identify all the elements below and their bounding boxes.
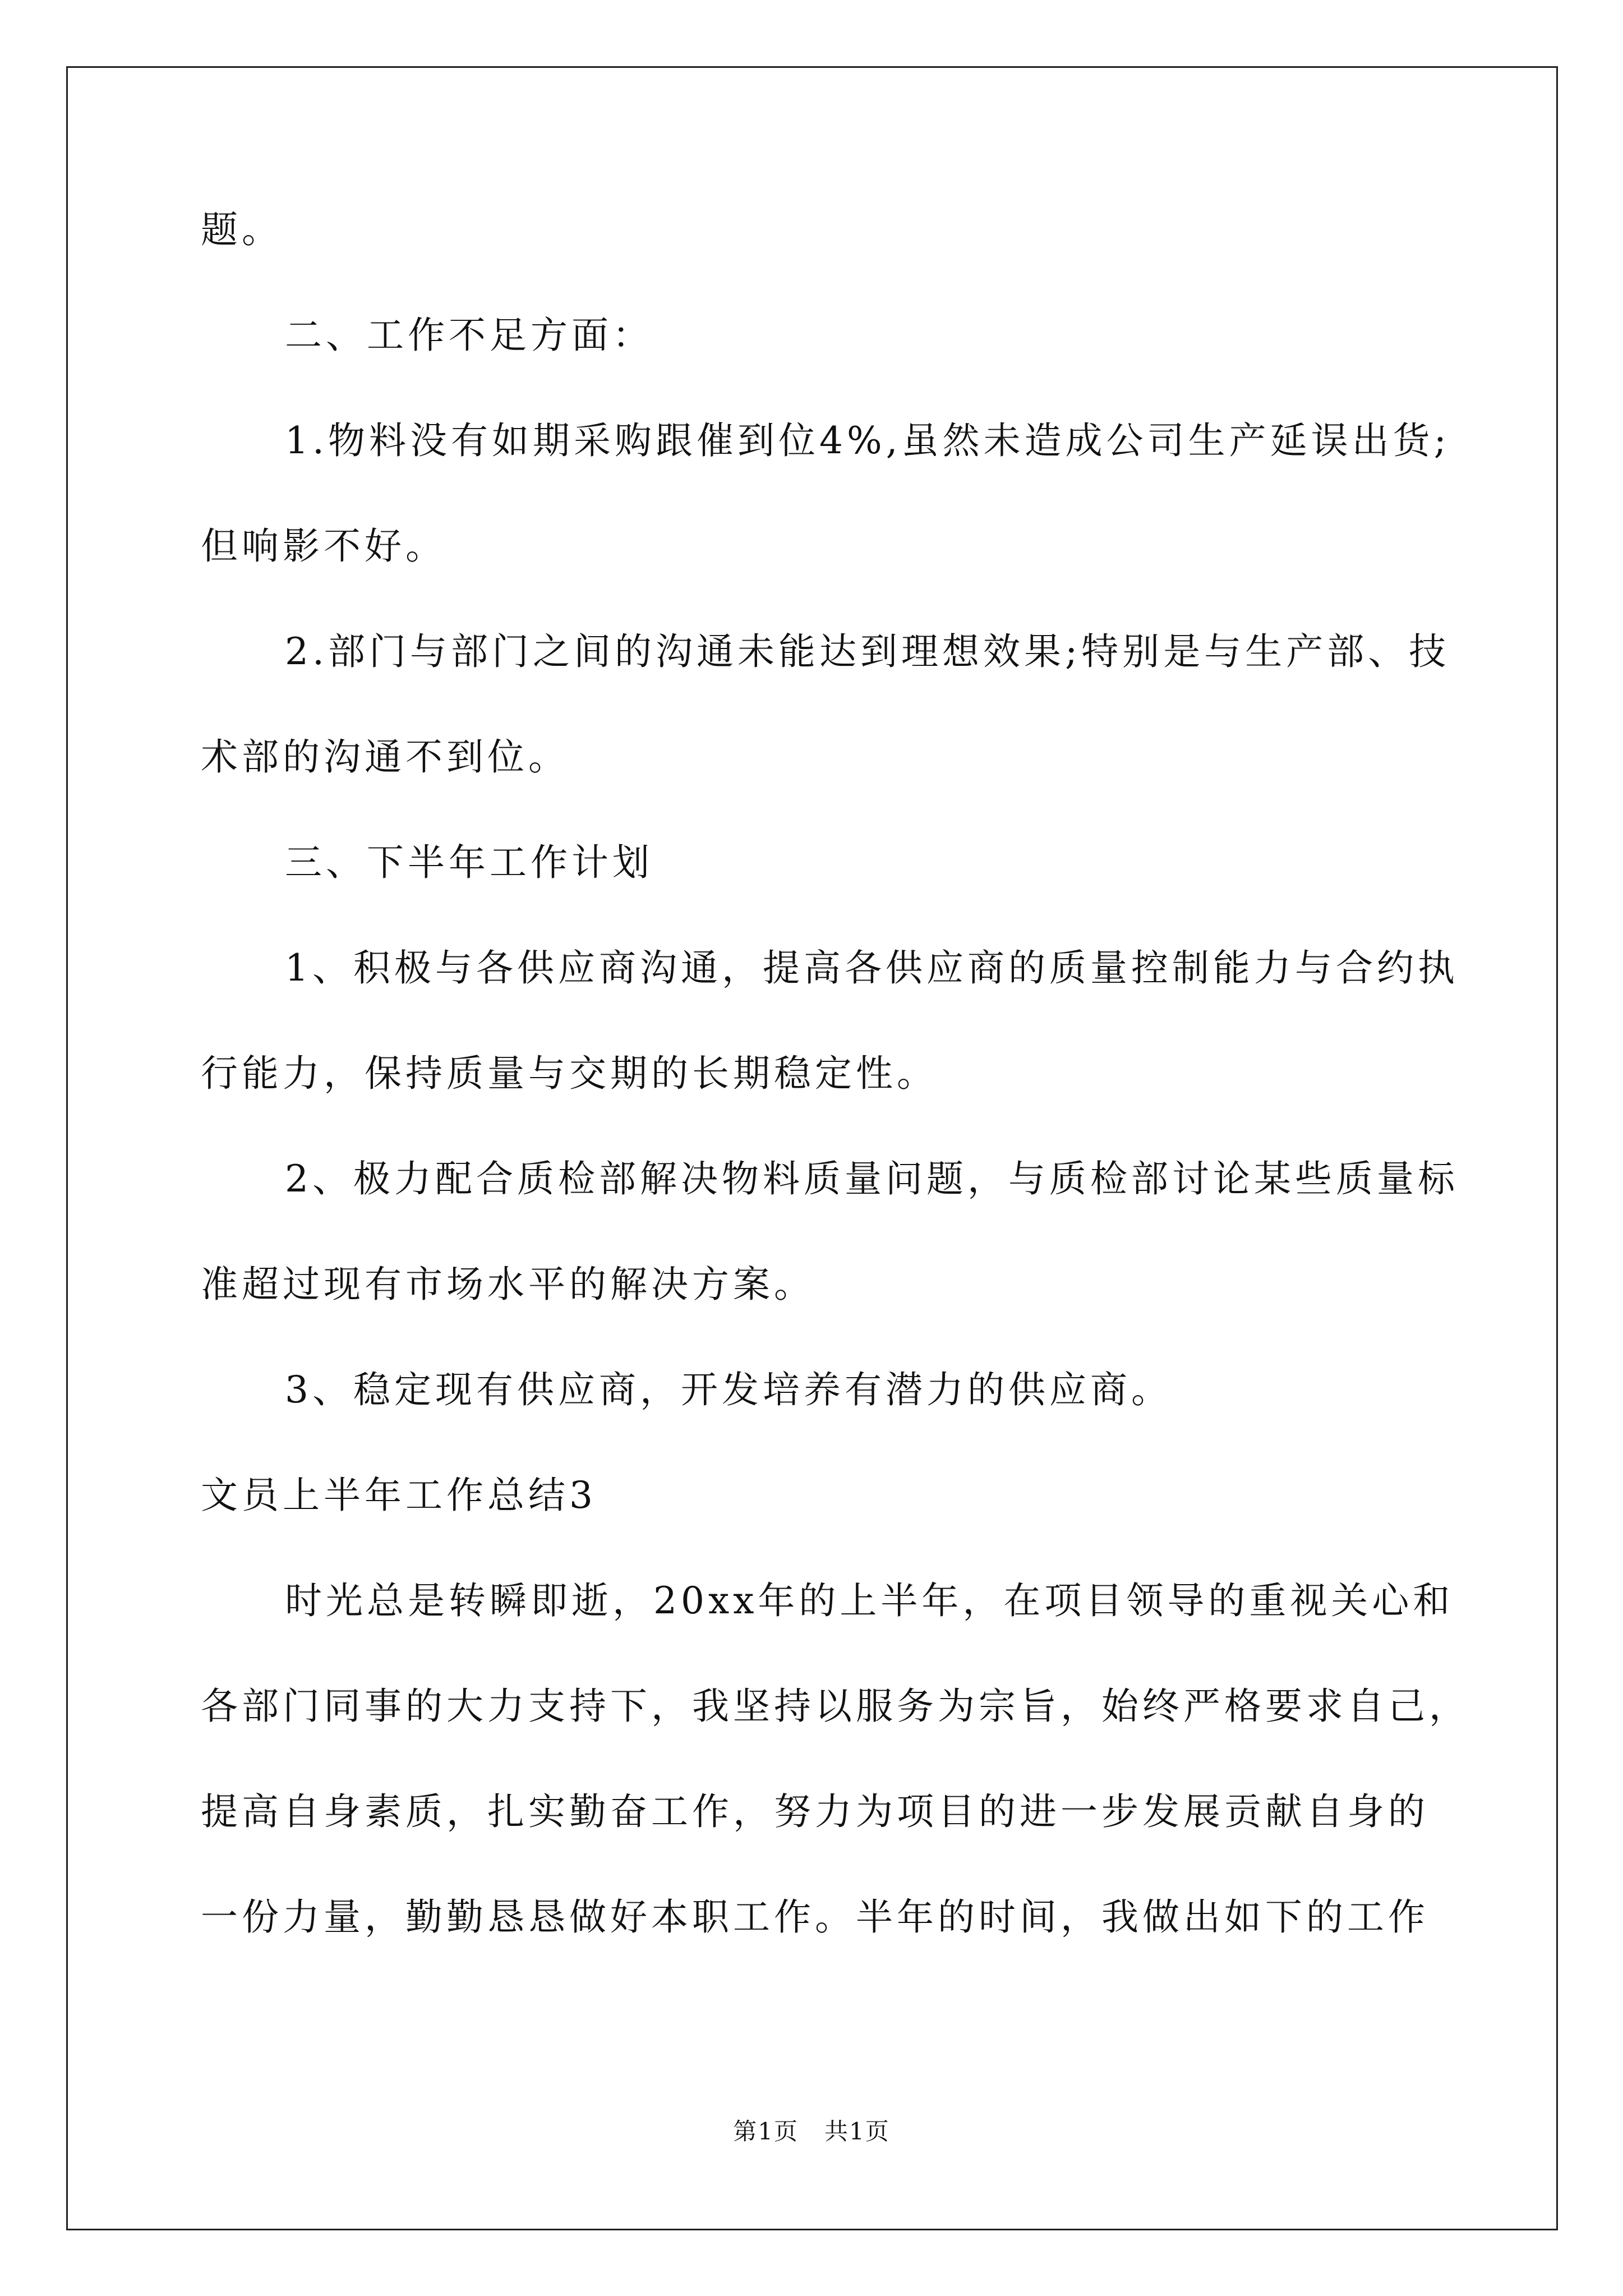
text-line: 2、极力配合质检部解决物料质量问题，与质检部讨论某些质量标 <box>285 1157 1459 1200</box>
text-line: 各部门同事的大力支持下，我坚持以服务为宗旨，始终严格要求自己， <box>201 1685 1470 1728</box>
text-line: 3、稳定现有供应商，开发培养有潜力的供应商。 <box>285 1368 1172 1411</box>
text-line: 行能力，保持质量与交期的长期稳定性。 <box>201 1052 938 1095</box>
section-heading: 二、工作不足方面： <box>285 314 653 357</box>
text-line: 时光总是转瞬即逝，20xx年的上半年，在项目领导的重视关心和 <box>285 1579 1454 1622</box>
section-heading: 三、下半年工作计划 <box>285 841 653 884</box>
page-total: 共1页 <box>824 2118 890 2145</box>
text-line: 术部的沟通不到位。 <box>201 735 569 779</box>
text-line: 题。 <box>201 208 283 251</box>
text-line: 准超过现有市场水平的解决方案。 <box>201 1263 815 1306</box>
page-number: 第1页 <box>733 2118 799 2145</box>
document-title: 文员上半年工作总结3 <box>201 1474 597 1517</box>
text-line: 1.物料没有如期采购跟催到位4%,虽然未造成公司生产延误出货; <box>285 419 1450 462</box>
text-line: 但响影不好。 <box>201 524 446 568</box>
page-footer <box>0 2118 1623 2146</box>
text-line: 提高自身素质，扎实勤奋工作，努力为项目的进一步发展贡献自身的 <box>201 1790 1429 1833</box>
text-line: 2.部门与部门之间的沟通未能达到理想效果;特别是与生产部、技 <box>285 630 1450 673</box>
text-line: 一份力量，勤勤恳恳做好本职工作。半年的时间，我做出如下的工作 <box>201 1895 1429 1939</box>
text-line: 1、积极与各供应商沟通，提高各供应商的质量控制能力与合约执 <box>285 946 1459 990</box>
